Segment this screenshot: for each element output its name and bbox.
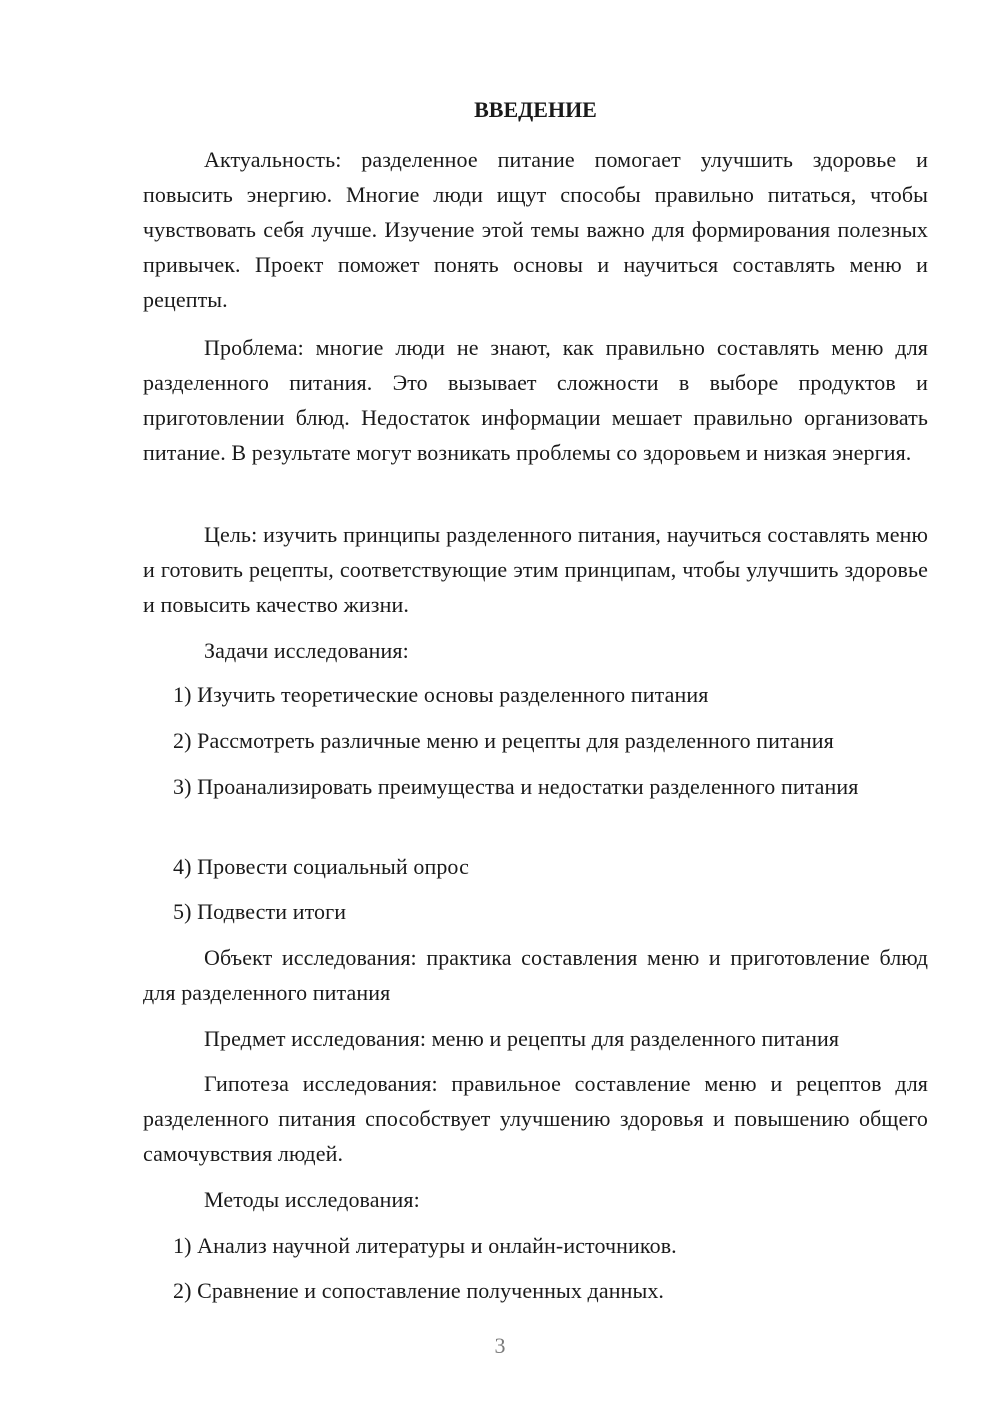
tasks-list	[143, 677, 928, 712]
tasks-list-item-3-wrap	[143, 769, 928, 804]
tasks-list-item-5-wrap	[143, 894, 928, 929]
goal-paragraph: Цель: изучить принципы разделенного питания, научиться составлять меню и готовить рецепты, соответствующие этим принципам, чтобы улучшить здоровье и повысить качество жизни.	[143, 522, 928, 617]
methods-list-item-1-wrap	[143, 1228, 928, 1263]
object-paragraph: Объект исследования: практика составления меню и приготовление блюд для разделенного питания	[143, 945, 928, 1005]
methods-heading: Методы исследования:	[204, 1187, 420, 1212]
subject-paragraph: Предмет исследования: меню и рецепты для разделенного питания	[204, 1026, 840, 1051]
list-item: 2) Сравнение и сопоставление полученных данных.	[173, 1278, 665, 1303]
subject-section	[143, 1021, 928, 1056]
problem-paragraph: Проблема: многие люди не знают, как правильно составлять меню для разделенного питания. Это вызывает сложности в выборе продуктов и приготовлении блюд. Недостаток информации мешает правильно организовать питание. В результате могут возникать проблемы со здоровьем и низкая энергия.	[143, 335, 928, 465]
list-item: 5) Подвести итоги	[173, 899, 347, 924]
methods-section	[143, 1182, 928, 1217]
tasks-list-item-2-wrap	[143, 723, 928, 758]
hypothesis-paragraph: Гипотеза исследования: правильное составление меню и рецептов для разделенного питания способствует улучшению здоровья и повышению общего самочувствия людей.	[143, 1071, 928, 1166]
problem-section	[143, 330, 928, 470]
list-item: 1) Изучить теоретические основы разделенного питания	[173, 682, 709, 707]
goal-section	[143, 517, 928, 622]
tasks-list-item-4-wrap	[143, 849, 928, 884]
methods-list-item-2-wrap	[143, 1273, 928, 1308]
list-item: 3) Проанализировать преимущества и недостатки разделенного питания	[173, 774, 859, 799]
page-number: 3	[494, 1333, 506, 1358]
list-item: 4) Провести социальный опрос	[173, 854, 469, 879]
hypothesis-section	[143, 1066, 928, 1171]
tasks-heading: Задачи исследования:	[204, 638, 409, 663]
list-item: 1) Анализ научной литературы и онлайн-источников.	[173, 1233, 677, 1258]
relevance-section	[143, 142, 928, 317]
list-item: 2) Рассмотреть различные меню и рецепты для разделенного питания	[173, 728, 834, 753]
relevance-paragraph: Актуальность: разделенное питание помогает улучшить здоровье и повысить энергию. Многие люди ищут способы правильно питаться, чтобы чувствовать себя лучше. Изучение этой темы важно для формирования полезных привычек. Проект поможет понять основы и научиться составлять меню и рецепты.	[143, 147, 928, 312]
object-section	[143, 940, 928, 1010]
page-title: ВВЕДЕНИЕ	[474, 97, 597, 122]
tasks-section	[143, 633, 928, 668]
